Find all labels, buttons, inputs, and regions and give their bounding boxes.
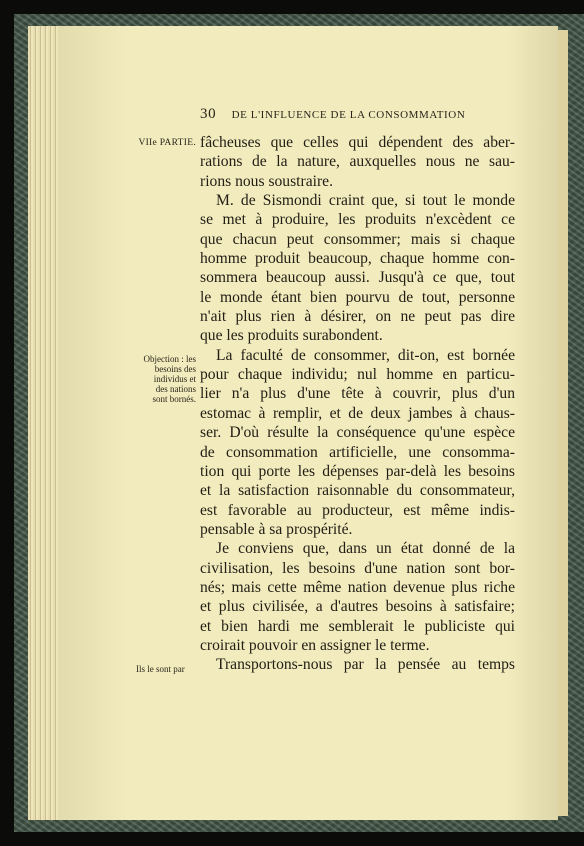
- text-line: Transportons-nous par la pensée au temps: [216, 656, 515, 674]
- text-line: se met à produire, les produits n'excèdent ce: [200, 211, 515, 229]
- margin-note-line: des nations: [155, 384, 196, 394]
- text-line: ser. D'où résulte la conséquence qu'une espèce: [200, 424, 515, 442]
- margin-note-line: Objection : les: [143, 354, 196, 364]
- running-header: [200, 106, 520, 124]
- text-line: Je conviens que, dans un état donné de la: [216, 540, 515, 558]
- text-line: que chacun peut consommer; mais si chaque: [200, 230, 515, 248]
- text-line: et bien hardi me semblerait le publiciste qui: [200, 617, 515, 635]
- text-line: et la satisfaction raisonnable du consommateur,: [200, 482, 515, 500]
- text-line: rions nous soustraire.: [200, 172, 333, 190]
- text-line: sommera beaucoup aussi. Jusqu'à ce que, tout: [200, 269, 515, 287]
- margin-note-part: VIIe PARTIE.: [138, 138, 196, 148]
- text-line: et plus civilisée, a d'autres besoins à satisfaire;: [200, 598, 515, 616]
- text-line: La faculté de consommer, dit-on, est bornée: [216, 346, 515, 364]
- text-line: n'ait plus rien à désirer, on ne peut pas dire: [200, 308, 515, 326]
- margin-note-line: besoins des: [154, 364, 196, 374]
- text-line: que les produits surabondent.: [200, 327, 383, 345]
- text-line: rations de la nature, auxquelles nous ne sau-: [200, 153, 515, 171]
- margin-note-line: sont bornés.: [152, 394, 196, 404]
- text-line: est favorable au producteur, est même indis-: [200, 501, 515, 519]
- page-number: 30: [200, 106, 217, 122]
- text-line: civilisation, les besoins d'une nation sont bor-: [200, 559, 515, 577]
- running-title: DE L'INFLUENCE DE LA CONSOMMATION: [231, 109, 466, 121]
- text-line: M. de Sismondi craint que, si tout le monde: [216, 192, 515, 210]
- text-line: le monde étant bien pourvu de tout, personne: [200, 288, 515, 306]
- text-line: lier n'a plus d'une tête à couvrir, plus d'un: [200, 385, 515, 403]
- text-line: nés; mais cette même nation devenue plus riche: [200, 578, 515, 596]
- margin-note-sont-par: Ils le sont par: [136, 664, 185, 674]
- text-line: homme produit beaucoup, chaque homme con-: [200, 250, 515, 268]
- text-line: de consommation artificielle, une consomma-: [200, 443, 515, 461]
- text-line: pensable à sa prospérité.: [200, 520, 353, 538]
- body-text: [200, 133, 515, 675]
- text-line: pour chaque individu; nul homme en particu-: [200, 366, 515, 384]
- text-line: fâcheuses que celles qui dépendent des aber-: [200, 134, 515, 151]
- text-line: estomac à remplir, et de deux jambes à chaus-: [200, 404, 515, 422]
- text-line: croirait pouvoir en assigner le terme.: [200, 636, 430, 654]
- margin-note-objection: [118, 354, 196, 404]
- margin-note-line: individus et: [153, 374, 196, 384]
- text-line: tion qui porte les dépenses par-delà les besoins: [200, 462, 515, 480]
